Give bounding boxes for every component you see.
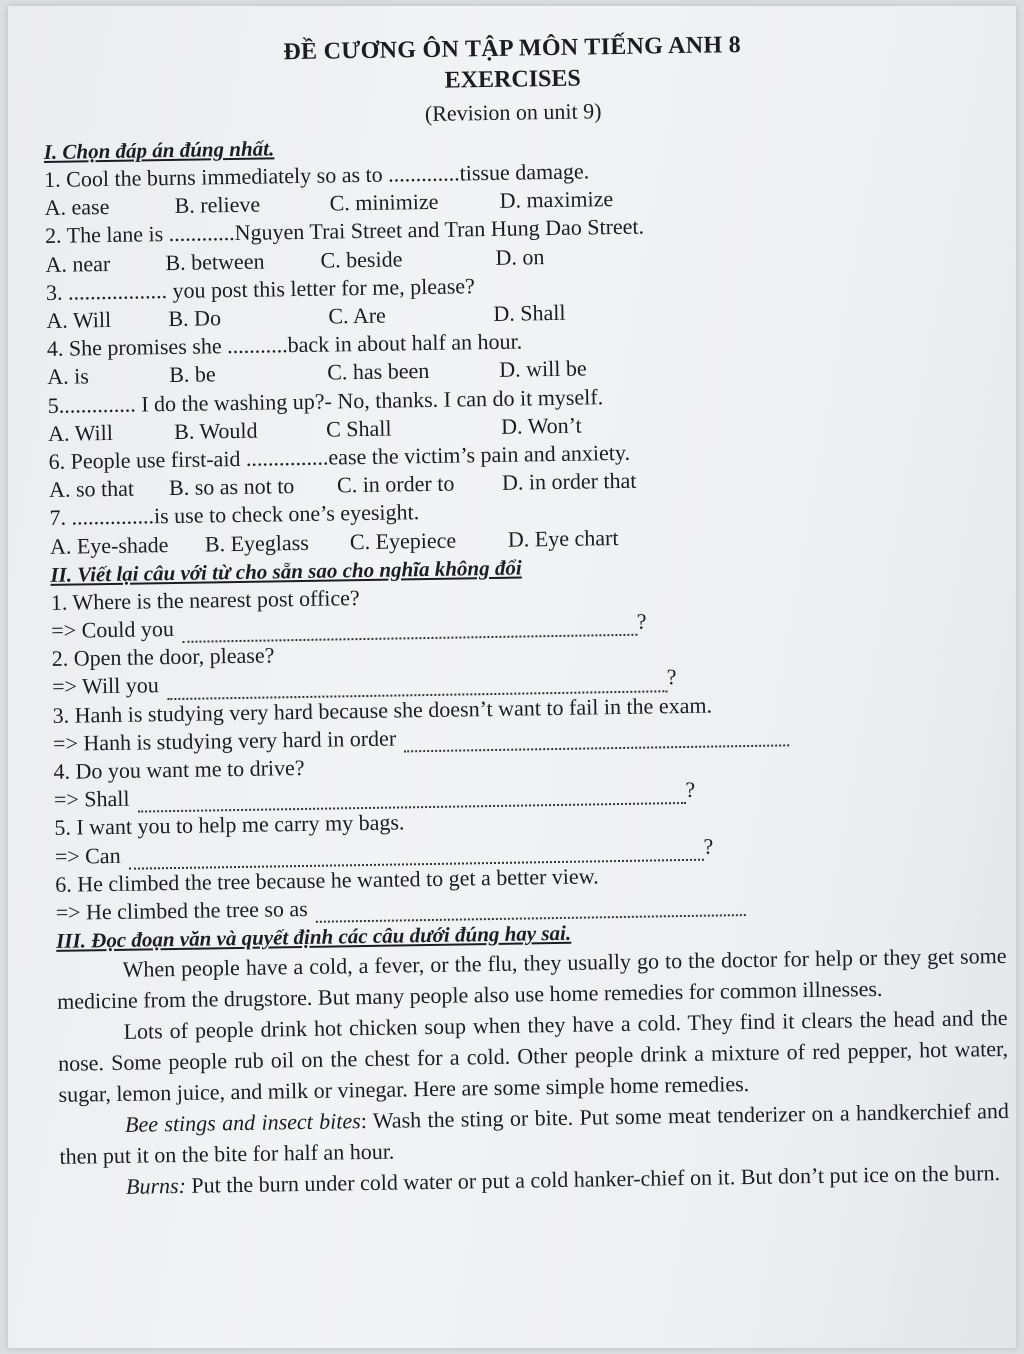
section-1 [44, 123, 1001, 561]
answer-end-mark: ? [636, 608, 647, 634]
option: A. near [45, 250, 111, 277]
reading-paragraph: Lots of people drink hot chicken soup when they have a cold. They find it clears the head and the nose. Some people rub oil on the chest for a cold. Other people drink a mixture of red pepper, hot water, sugar, lemon juice, and milk or vinegar. Here are some simple home remedies. [57, 1005, 1009, 1108]
rewrite-sentence: 6. He climbed the tree because he wanted to get a better view. [55, 863, 599, 897]
option: D. in order that [501, 467, 637, 496]
option: D. maximize [499, 186, 614, 214]
option: D. on [495, 243, 545, 270]
page-subtitle: EXERCISES [444, 65, 581, 94]
option: C. has been [327, 358, 430, 385]
worksheet-content [42, 25, 1010, 1203]
option: A. Eye-shade [49, 531, 169, 559]
rewrite-prompt: => Hanh is studying very hard in order [52, 725, 397, 756]
page-title: ĐỀ CƯƠNG ÔN TẬP MÔN TIẾNG ANH 8 [283, 32, 742, 66]
header [32, 25, 993, 138]
remedy-text: : Wash the sting or bite. Put some meat tenderizer on a handkerchief and then put it on the bite for half an hour. [59, 1098, 1010, 1170]
option: A. Will [46, 306, 112, 333]
question-stem: 5.............. I do the washing up?- No, thanks. I can do it myself. [47, 383, 604, 418]
option: B. be [169, 361, 216, 388]
remedy-text: Put the burn under cold water or put a cold hanker-chief on it. But don’t put ice on the burn. [185, 1160, 1001, 1199]
rewrite-prompt: => He climbed the tree so as [55, 896, 308, 925]
question-stem: 7. ...............is use to check one’s eyesight. [49, 499, 420, 531]
option: D. will be [499, 355, 587, 383]
reading-paragraph: When people have a cold, a fever, or the flu, they usually go to the doctor for help or they get some medicine from the drugstore. But many people also use home remedies for common illnesses. [56, 943, 1007, 1015]
section-2-heading: II. Viết lại câu với từ cho sẵn sao cho nghĩa không đổi [50, 555, 522, 587]
remedy-label: Burns: [125, 1173, 187, 1200]
option: C. Are [328, 302, 387, 329]
option: A. ease [44, 194, 110, 221]
question-stem: 6. People use first-aid ...............ease the victim’s pain and anxiety. [48, 439, 631, 474]
section-3 [56, 912, 1010, 1203]
option: C. in order to [336, 470, 455, 498]
option: A. Will [47, 419, 114, 446]
option: D. Eye chart [507, 524, 619, 552]
rewrite-prompt: => Shall [53, 785, 130, 813]
answer-end-mark: ? [703, 833, 714, 859]
worksheet-paper [8, 6, 1016, 1348]
option: C. minimize [329, 188, 439, 216]
answer-end-mark: ? [685, 777, 696, 803]
option: B. so as not to [168, 473, 295, 501]
answer-end-mark: ? [666, 664, 677, 690]
option: B. Eyeglass [204, 529, 310, 557]
rewrite-prompt: => Will you [51, 672, 159, 700]
remedy-label: Bee stings and insect bites [124, 1108, 361, 1138]
question-stem: 1. Cool the burns immediately so as to .............tissue damage. [43, 158, 590, 192]
rewrite-sentence: 5. I want you to help me carry my bags. [54, 809, 405, 841]
option: A. so that [48, 475, 135, 503]
rewrite-prompt: => Could you [51, 616, 175, 643]
unit-note: (Revision on unit 9) [424, 98, 602, 126]
rewrite-sentence: 2. Open the door, please? [51, 642, 275, 672]
section-3-heading: III. Đọc đoạn văn và quyết định các câu dưới đúng hay sai. [55, 921, 572, 954]
question-stem: 4. She promises she ...........back in about half an hour. [46, 328, 523, 362]
option: D. Shall [493, 299, 566, 326]
option: B. Would [173, 417, 258, 444]
option: D. Won’t [500, 412, 582, 439]
option: A. is [47, 363, 90, 390]
option: C. Eyepiece [349, 527, 457, 554]
option: B. Do [168, 305, 222, 332]
rewrite-sentence: 1. Where is the nearest post office? [50, 584, 360, 615]
option: B. relieve [174, 191, 261, 219]
option: B. between [165, 248, 265, 275]
rewrite-sentence: 4. Do you want me to drive? [53, 755, 305, 784]
question-stem: 3. .................. you post this letter for me, please? [45, 273, 476, 305]
option: C. beside [320, 245, 403, 273]
option: C Shall [325, 415, 392, 442]
rewrite-sentence: 3. Hanh is studying very hard because she doesn’t want to fail in the exam. [52, 692, 713, 728]
question-stem: 2. The lane is ............Nguyen Trai Street and Tran Hung Dao Street. [44, 213, 645, 249]
section-1-heading: I. Chọn đáp án đúng nhất. [43, 136, 275, 164]
rewrite-prompt: => Can [54, 842, 121, 869]
section-2 [50, 546, 1006, 927]
